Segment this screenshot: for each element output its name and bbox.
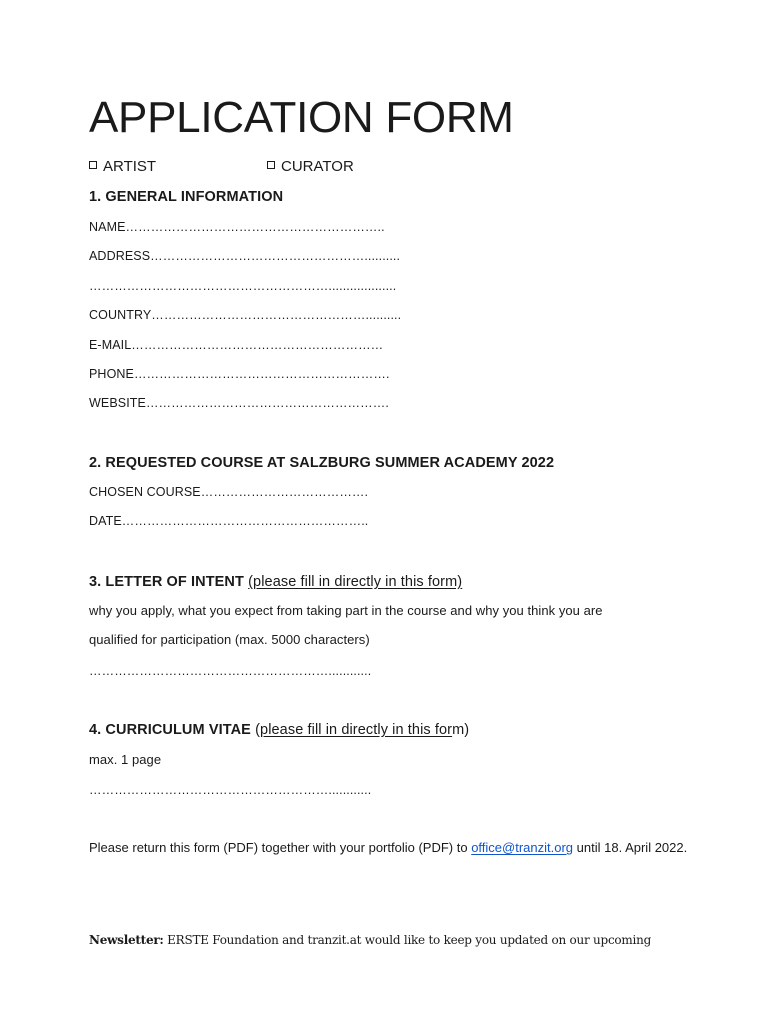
cv-note-open: ( [255,722,261,738]
letter-of-intent-instructions-line2: qualified for participation (max. 5000 characters) [89,632,370,647]
newsletter-notice [89,933,651,947]
artist-checkbox-icon[interactable] [89,161,97,169]
country-field[interactable]: COUNTRY…………………………………………….......... [89,308,402,322]
letter-of-intent-instructions-line1: why you apply, what you expect from taking part in the course and why you think you are [89,603,603,618]
curriculum-vitae-note [255,722,469,738]
address-field[interactable]: ADDRESS…………………………………………….......... [89,249,401,263]
newsletter-label: Newsletter: [89,933,164,947]
curriculum-vitae-title: 4. CURRICULUM VITAE [89,722,251,738]
return-text-before: Please return this form (PDF) together with your portfolio (PDF) to [89,840,472,855]
return-text-after: until 18. April 2022. [573,840,688,855]
return-email-link[interactable]: office@tranzit.org [471,840,574,855]
option-artist[interactable] [89,158,156,175]
option-artist-label: ARTIST [103,158,157,175]
newsletter-text: ERSTE Foundation and tranzit.at would like to keep you updated on our upcoming [163,933,652,947]
curriculum-vitae-field[interactable]: …………………………………………………............ [89,783,372,797]
name-field[interactable]: NAME…………………………………………………….. [89,220,385,234]
phone-field[interactable]: PHONE……………………………………………………. [89,367,390,381]
return-instructions [89,840,689,855]
curator-checkbox-icon[interactable] [267,161,275,169]
address-line2-field[interactable]: …………………………………………………................... [89,279,397,293]
cv-note-underlined: please fill in directly in this for [260,722,453,738]
email-field[interactable]: E-MAIL…………………………………………………… [89,338,384,352]
letter-of-intent-title: 3. LETTER OF INTENT [89,574,244,590]
section-letter-of-intent-heading [89,574,462,590]
section-curriculum-vitae-heading [89,722,469,738]
section-requested-course-heading: 2. REQUESTED COURSE AT SALZBURG SUMMER ACADEMY 2022 [89,455,555,471]
curriculum-vitae-limit: max. 1 page [89,752,162,767]
section-general-information-heading: 1. GENERAL INFORMATION [89,189,284,205]
option-curator[interactable] [267,158,354,175]
website-field[interactable]: WEBSITE…………………………………………………. [89,396,389,410]
chosen-course-field[interactable]: CHOSEN COURSE…………………………………. [89,485,369,499]
letter-of-intent-note: (please fill in directly in this form) [248,574,463,590]
cv-note-close: m) [452,722,470,738]
letter-of-intent-field[interactable]: …………………………………………………............ [89,664,372,678]
form-title: APPLICATION FORM [89,93,514,142]
date-field[interactable]: DATE………………………………………………….. [89,514,369,528]
option-curator-label: CURATOR [281,158,354,175]
